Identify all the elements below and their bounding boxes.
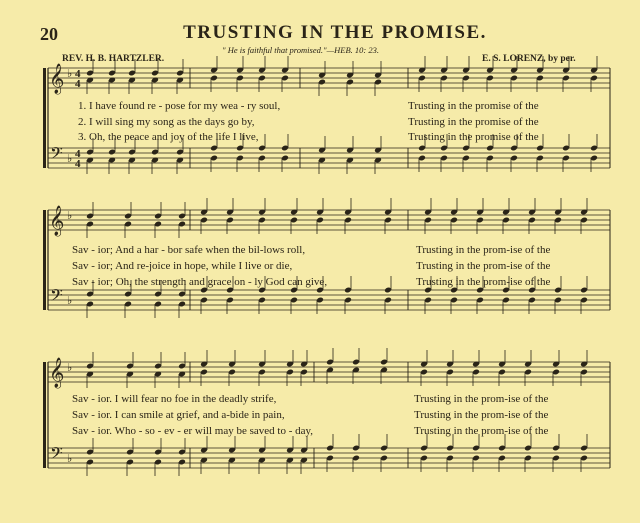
lyric-s3-v1-right: Trusting in the prom-ise of the xyxy=(414,393,549,405)
treble-clef-icon: 𝄞 xyxy=(49,64,65,94)
lyric-s3-v1-left: Sav - ior. I will fear no foe in the deadly strife, xyxy=(72,393,277,405)
bass-clef-icon: 𝄢 xyxy=(50,443,63,467)
key-flat-icon: ♭ xyxy=(67,209,73,222)
hymn-title: TRUSTING IN THE PROMISE. xyxy=(183,22,487,43)
time-signature-treble-top: 4 xyxy=(75,68,81,80)
key-flat-icon: ♭ xyxy=(67,361,73,374)
lyric-s2-v1-left: Sav - ior; And a har - bor safe when the bil-lows roll, xyxy=(72,244,306,256)
key-flat-icon: ♭ xyxy=(67,152,73,165)
lyric-s1-v3-left: 3. Oh, the peace and joy of the life I live, xyxy=(78,131,259,143)
lyric-s2-v3-right: Trusting in the prom-ise of the xyxy=(416,276,551,288)
time-signature-bass-top: 4 xyxy=(75,148,81,160)
lyric-s2-v2-right: Trusting in the prom-ise of the xyxy=(416,260,551,272)
lyric-s2-v1-right: Trusting in the prom-ise of the xyxy=(416,244,551,256)
lyric-s2-v2-left: Sav - ior; And re-joice in hope, while I live or die, xyxy=(72,260,293,272)
time-signature-bass-bottom: 4 xyxy=(75,158,81,170)
system-bracket xyxy=(43,68,46,168)
system-bracket xyxy=(43,362,46,468)
time-signature-treble-bottom: 4 xyxy=(75,78,81,90)
lyric-s1-v2-right: Trusting in the promise of the xyxy=(408,116,539,128)
scripture-epigraph: " He is faithful that promised."—HEB. 10: 23. xyxy=(222,45,379,55)
lyric-s1-v3-right: Trusting in the promise of the xyxy=(408,131,539,143)
treble-clef-icon: 𝄞 xyxy=(49,358,65,388)
system-bracket xyxy=(43,210,46,310)
lyric-s3-v2-right: Trusting in the prom-ise of the xyxy=(414,409,549,421)
lyric-s1-v1-left: 1. I have found re - pose for my wea - ry soul, xyxy=(78,100,281,112)
bass-clef-icon: 𝄢 xyxy=(50,143,63,167)
lyricist-credit: REV. H. B. HARTZLER. xyxy=(62,54,165,64)
lyric-s3-v2-left: Sav - ior. I can smile at grief, and a-bide in pain, xyxy=(72,409,285,421)
lyric-s3-v3-left: Sav - ior. Who - so - ev - er will may be saved to - day, xyxy=(72,425,314,437)
composer-credit: E. S. LORENZ, by per. xyxy=(482,54,576,64)
key-flat-icon: ♭ xyxy=(67,452,73,465)
lyric-s1-v2-left: 2. I will sing my song as the days go by, xyxy=(78,116,255,128)
lyric-s3-v3-right: Trusting in the prom-ise of the xyxy=(414,425,549,437)
lyric-s1-v1-right: Trusting in the promise of the xyxy=(408,100,539,112)
lyric-s2-v3-left: Sav - ior; Oh, the strength and grace on - ly God can give, xyxy=(72,276,328,288)
page-number: 20 xyxy=(40,24,58,44)
key-flat-icon: ♭ xyxy=(67,294,73,307)
treble-clef-icon: 𝄞 xyxy=(49,206,65,236)
bass-clef-icon: 𝄢 xyxy=(50,285,63,309)
key-flat-icon: ♭ xyxy=(67,67,73,80)
